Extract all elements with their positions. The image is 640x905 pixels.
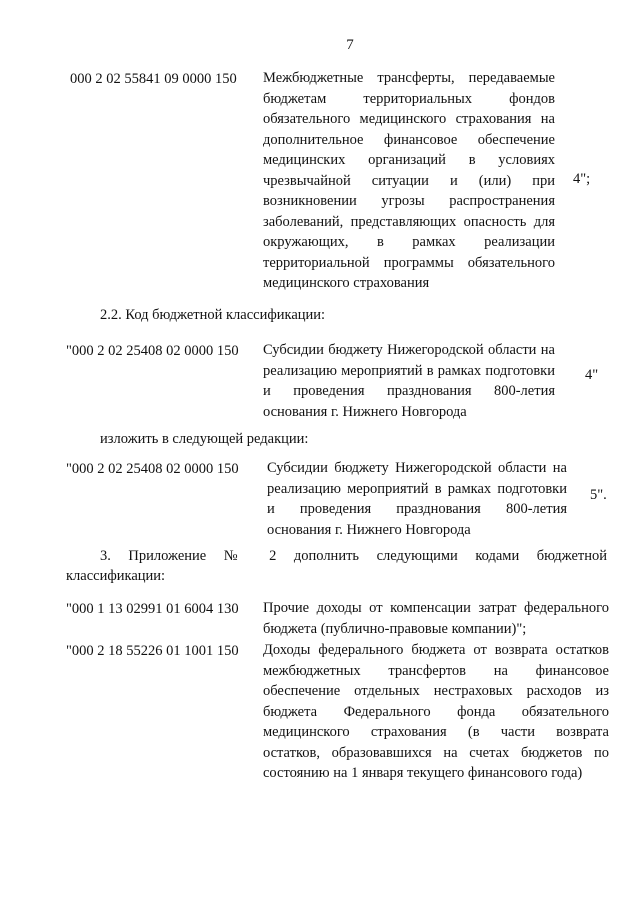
classification-code: "000 2 18 55226 01 1001 150 [66,643,239,659]
section-paragraph [100,545,607,567]
text-line: территориальной программы обязательного [263,254,555,271]
text-line: Межбюджетные трансферты, передаваемые [263,70,555,86]
column-number: 5". [590,487,607,503]
text-line: межбюджетных трансфертов на финансовое [263,662,609,679]
page-number: 7 [346,37,354,53]
classification-code: "000 2 02 25408 02 0000 150 [66,343,239,359]
classification-code: "000 2 02 25408 02 0000 150 [66,461,239,477]
instruction-text: изложить в следующей редакции: [100,431,309,447]
section-heading: 2.2. Код бюджетной классификации: [100,307,326,323]
classification-description [263,640,609,784]
text-line: остатков, образовавшихся на счетах бюджетов по [263,744,609,761]
text-line: Доходы федерального бюджета от возврата остатков [263,642,609,658]
text-line: состоянию на 1 января текущего финансового года) [263,765,583,781]
text-line: основания г. Нижнего Новгорода [267,521,471,538]
text-line: бюджетам территориальных фондов [263,90,555,107]
text-line: и проведения празднования 800-летия [267,501,567,517]
text-line: заболеваний, представляющих опасность для [263,213,555,230]
text-line: и проведения празднования 800-летия [263,383,555,399]
classification-code: "000 1 13 02991 01 6004 130 [66,601,239,617]
classification-code: 000 2 02 55841 09 0000 150 [70,71,237,87]
text-line: дополнительное финансовое обеспечение [263,131,555,148]
column-number: 4" [585,367,599,383]
text-line: чрезвычайной ситуации и (или) при [263,172,555,189]
section-paragraph-continuation: классификации: [66,568,166,584]
text-line: бюджета Федерального фонда обязательного [263,703,609,720]
text-line: медицинских организаций в условиях [263,152,555,168]
classification-description [263,68,555,294]
column-number: 4"; [573,171,591,187]
text-line: медицинского страхования [263,275,430,291]
text-line: возникновении угрозы распространения [263,193,555,209]
classification-description [263,340,555,422]
text-line: бюджета (публично-правовые компании)"; [263,620,527,637]
text-line: основания г. Нижнего Новгорода [263,403,467,420]
text-line: реализацию мероприятий в рамках подготовки [263,362,555,379]
text-line: 3. Приложение № 2 дополнить следующими кодами бюджетной [100,548,607,564]
text-line: Субсидии бюджету Нижегородской области на [263,342,555,358]
text-line: реализацию мероприятий в рамках подготовки [267,480,567,497]
text-line: Прочие доходы от компенсации затрат федерального [263,600,609,616]
classification-description [267,458,567,540]
classification-description [263,598,609,639]
text-line: обязательного медицинского страхования на [263,111,555,127]
text-line: Субсидии бюджету Нижегородской области на [267,460,567,476]
text-line: медицинского страхования (в части возврата [263,724,609,740]
text-line: обеспечение отдельных нестраховых расходов из [263,683,609,699]
text-line: окружающих, в рамках реализации [263,234,555,250]
